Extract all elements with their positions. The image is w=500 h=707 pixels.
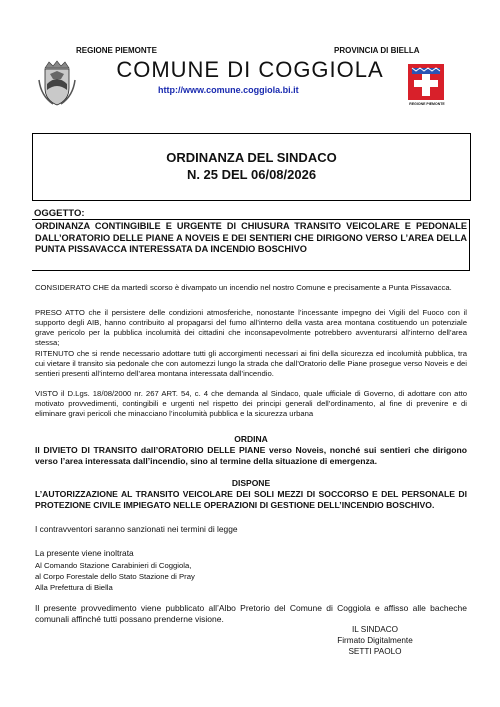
recipient-item: al Corpo Forestale dello Stato Stazione di Pray [35,572,195,581]
ordinanza-title: ORDINANZA DEL SINDACO [166,150,337,165]
region-label: REGIONE PIEMONTE [76,46,157,55]
recipient-item: Alla Prefettura di Biella [35,583,113,592]
coat-of-arms-icon [37,60,77,108]
website-link[interactable]: http://www.comune.coggiola.bi.it [158,85,299,95]
dispone-text: L’AUTORIZZAZIONE AL TRANSITO VEICOLARE DEI SOLI MEZZI DI SOCCORSO E DEL PERSONALE DI PROTEZIONE CIVILE IMPIEGATO NELLE OPERAZIONI DI GESTIONE DELL’INCENDIO BOSCHIVO. [35,489,467,510]
flag-caption: REGIONE PIEMONTE [409,102,445,106]
signature-role: IL SINDACO [351,625,399,634]
signature-name: SETTI PAOLO [348,647,402,656]
comune-title: COMUNE DI COGGIOLA [116,57,384,82]
ordinanza-number: N. 25 DEL 06/08/2026 [186,167,317,182]
contravventori-text: I contravventori saranno sanzionati nei termini di legge [35,524,238,534]
inoltrata-text: La presente viene inoltrata [35,548,134,558]
province-label: PROVINCIA DI BIELLA [334,46,420,55]
considerato-paragraph: CONSIDERATO CHE da martedì scorso è divampato un incendio nel nostro Comune e precisamente a Punta Pissavacca. [35,283,452,292]
regione-piemonte-flag-icon [404,62,448,106]
ordina-text: Il DIVIETO DI TRANSITO dall’ORATORIO DELLE PIANE verso Noveis, nonché sui sentieri che dirigono verso l’area interessata dall’incendio, sino al termine della situazione di emergenza. [35,445,467,466]
oggetto-text: ORDINANZA CONTINGIBILE E URGENTE DI CHIUSURA TRANSITO VEICOLARE E PEDONALE DALL’ORATORIO DELLE PIANE A NOVEIS E DEI SENTIERI CHE DIRIGONO VERSO L’AREA DELLA PUNTA PISSAVACCA INTERESSATA DA INCENDIO BOSCHIVO [35,221,467,255]
dispone-heading: DISPONE [231,478,271,488]
oggetto-label: OGGETTO: [34,208,85,219]
preso-atto-paragraph: PRESO ATTO che il persistere delle condizioni atmosferiche, nonostante l’incessante impegno dei Vigili del Fuoco con il supporto degli AIB, hanno contribuito al propagarsi del fumo all’interno della vasta area montana costituendo un potenziale grave pericolo per la pubblica incolumità dei cittadini che inconsapevolmente potrebbero avventurarsi all’interno dell’area stessa; [35,308,467,348]
recipient-item: Al Comando Stazione Carabinieri di Coggiola, [35,561,192,570]
pubblicato-paragraph: Il presente provvedimento viene pubblicato all’Albo Pretorio del Comune di Coggiola e affisso alle bacheche comunali affinché tutti possano prenderne visione. [35,603,467,624]
ritenuto-paragraph: RITENUTO che si rende necessario adottare tutti gli accorgimenti necessari ai fini della sicurezza ed incolumità pubblica, tra cui vietare il transito sia pedonale che con automezzi lungo la strada che dall’Oratorio delle Piane prosegue verso Noveis e dei sentieri presenti all’interno dell’area montana interessata dall’incendio. [35,349,467,379]
signature-note: Firmato Digitalmente [337,636,413,645]
ordina-heading: ORDINA [234,434,268,444]
visto-paragraph: VISTO il D.Lgs. 18/08/2000 nr. 267 ART. 54, c. 4 che demanda al Sindaco, quale ufficiale di Governo, di adottare con atto motivato provvedimenti, contingibili e urgenti nel rispetto dei principi generali dell’ordinamento, al fine di prevenire e di eliminare gravi pericoli che minacciano l’incolumità pubblica e la sicurezza urbana [35,389,467,419]
ordinanza-box [32,133,471,201]
